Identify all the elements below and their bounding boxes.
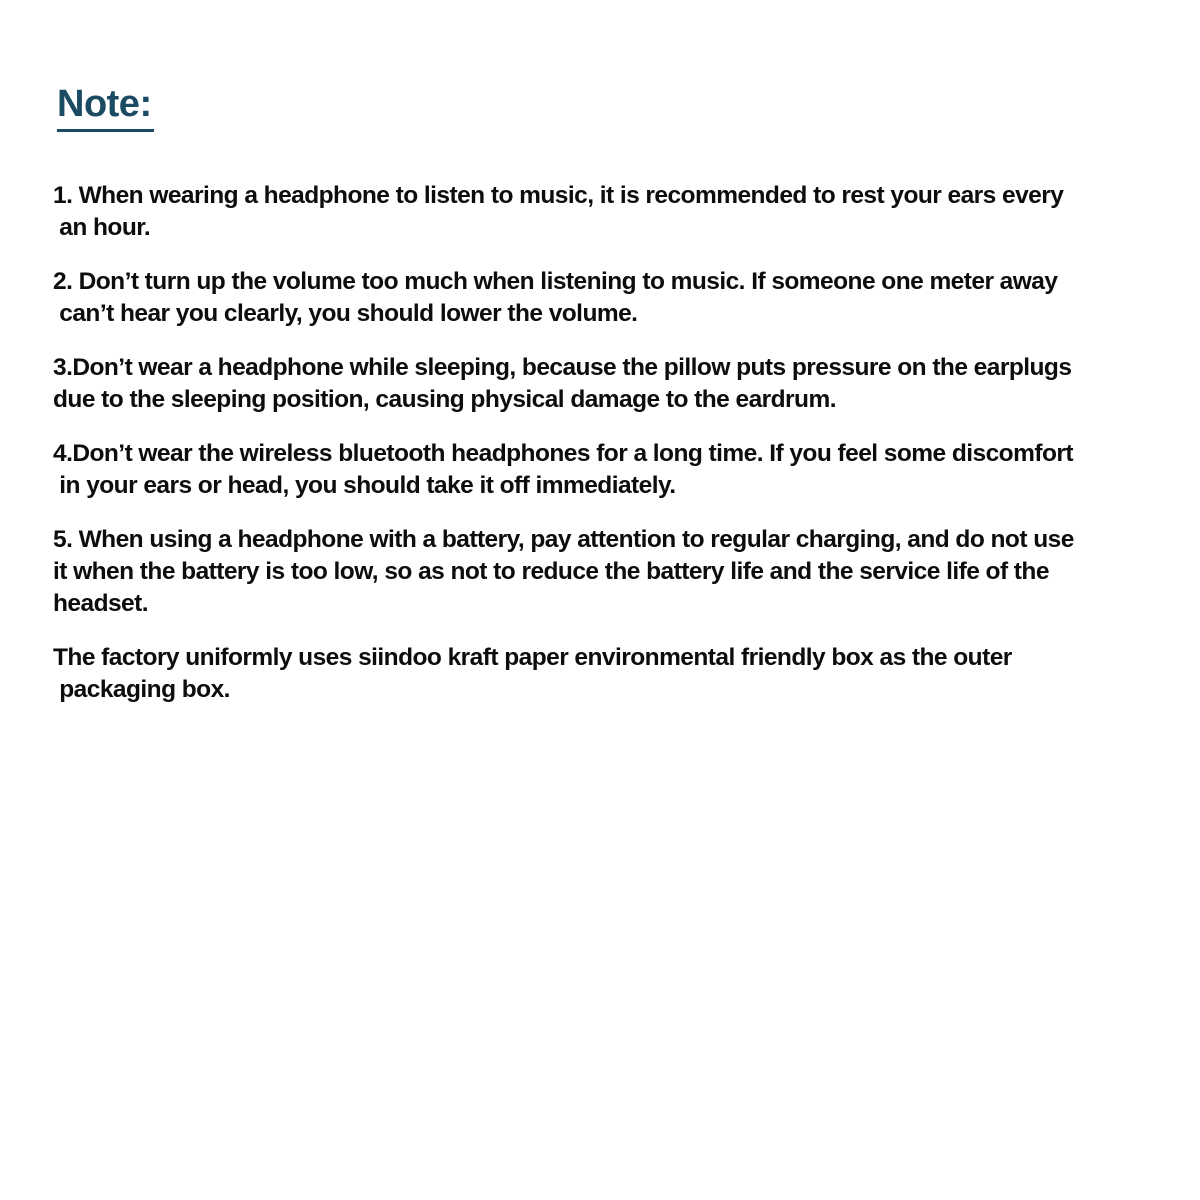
note-item-5 — [53, 524, 1150, 620]
note-item-3-line-2: due to the sleeping position, causing physical damage to the eardrum. — [53, 385, 836, 413]
note-item-5-line-2: it when the battery is too low, so as not to reduce the battery life and the service life of the headset. — [53, 557, 1056, 617]
note-item-2-line-2: can’t hear you clearly, you should lower the volume. — [53, 299, 638, 327]
note-item-packaging-line-2: packaging box. — [53, 675, 230, 703]
note-item-4 — [53, 438, 1150, 502]
note-item-2-line-1: 2. Don’t turn up the volume too much when listening to music. If someone one meter away — [53, 267, 1058, 295]
note-item-4-line-2: in your ears or head, you should take it off immediately. — [53, 471, 676, 499]
note-item-1 — [53, 180, 1150, 244]
note-item-3-line-1: 3.Don’t wear a headphone while sleeping, because the pillow puts pressure on the earplugs — [53, 353, 1072, 381]
note-item-2 — [53, 266, 1150, 330]
note-item-5-line-1: 5. When using a headphone with a battery, pay attention to regular charging, and do not use — [53, 525, 1074, 553]
note-item-packaging — [53, 642, 1150, 706]
note-list — [53, 180, 1150, 706]
note-item-packaging-line-1: The factory uniformly uses siindoo kraft paper environmental friendly box as the outer — [53, 643, 1012, 671]
page-title: Note: — [57, 84, 154, 132]
note-item-4-line-1: 4.Don’t wear the wireless bluetooth headphones for a long time. If you feel some discomfort — [53, 439, 1073, 467]
note-item-3 — [53, 352, 1150, 416]
note-item-1-line-1: 1. When wearing a headphone to listen to music, it is recommended to rest your ears every — [53, 181, 1064, 209]
note-item-1-line-2: an hour. — [53, 213, 151, 241]
